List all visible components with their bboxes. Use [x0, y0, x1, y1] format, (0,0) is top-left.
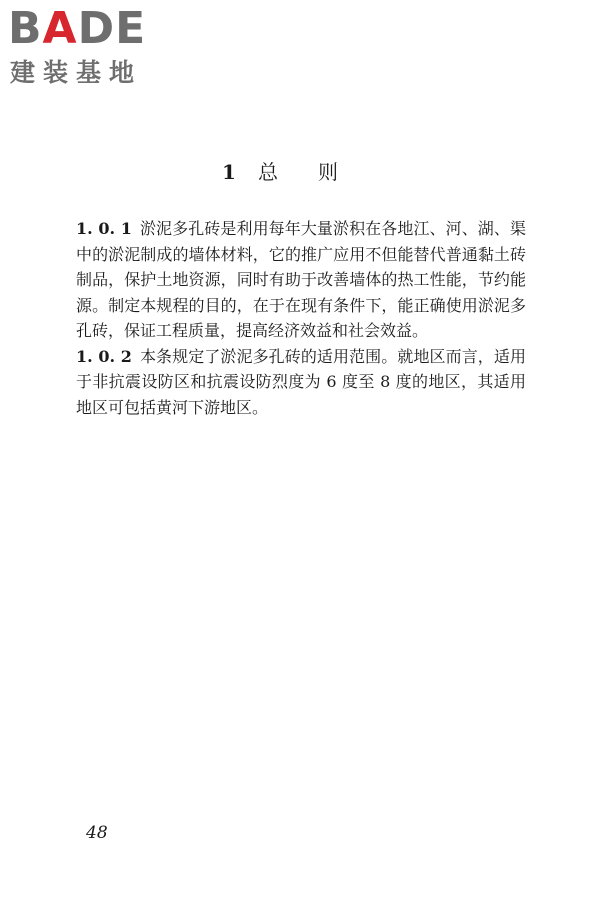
logo-letter-a: A [42, 3, 78, 54]
clause-1-0-1 [76, 216, 526, 344]
chapter-number: 1 [222, 160, 236, 184]
chapter-name: 总则 [257, 160, 378, 184]
brand-logo [8, 4, 174, 90]
logo-wordmark [8, 4, 146, 54]
page-number: 48 [86, 823, 108, 843]
clause-text: 淤泥多孔砖是利用每年大量淤积在各地江、河、湖、渠中的淤泥制成的墙体材料，它的推广应用不但能替代普通黏土砖制品，保护土地资源，同时有助于改善墙体的热工性能，节约能源。制定本规程的目的，在于在现有条件下，能正确使用淤泥多孔砖，保证工程质量，提高经济效益和社会效益。 [76, 219, 526, 340]
logo-letters-de: DE [77, 3, 147, 54]
clause-text: 本条规定了淤泥多孔砖的适用范围。就地区而言，适用于非抗震设防区和抗震设防烈度为 6 度至 8 度的地区，其适用地区可包括黄河下游地区。 [76, 346, 526, 417]
chapter-content [76, 216, 526, 420]
clause-number: 1. 0. 1 [76, 219, 132, 238]
chapter-title [0, 157, 600, 187]
logo-subtitle: 建装基地 [10, 58, 143, 87]
clause-1-0-2 [76, 344, 526, 421]
clause-number: 1. 0. 2 [76, 346, 132, 366]
logo-letter-b: B [8, 3, 43, 54]
